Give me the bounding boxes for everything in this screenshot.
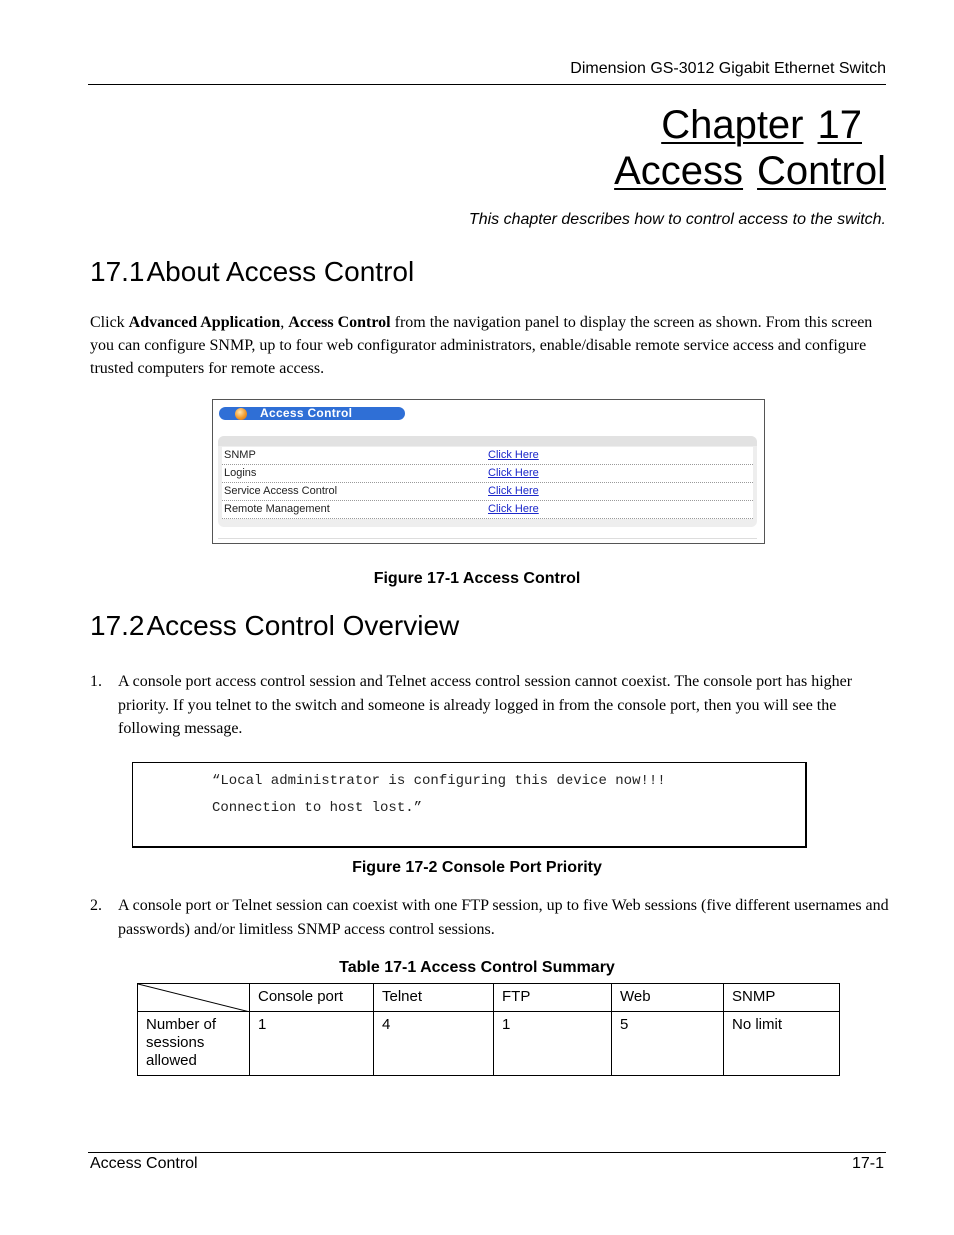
section-heading-17-2	[90, 610, 459, 642]
console-message-line-1: “Local administrator is configuring this device now!!!	[212, 773, 666, 789]
row-label: Logins	[224, 467, 257, 479]
list-item-number: 1.	[90, 673, 102, 690]
row-label: Remote Management	[224, 503, 330, 515]
panel-header	[218, 436, 757, 446]
header-ftp: FTP	[494, 984, 612, 1012]
para-text: from the navigation panel to display the screen as shown. From this screen you can configure SNMP, up to four web configurator administrators, enable/disable remote service access and configure trusted computers for remote access.	[90, 314, 873, 377]
running-header-text: Dimension GS-3012 Gigabit Ethernet Switch	[570, 60, 886, 77]
section-title: Access Control Overview	[146, 610, 460, 641]
figure-2-caption: Figure 17-2 Console Port Priority	[352, 859, 602, 876]
chapter-heading	[614, 102, 886, 194]
footer-chapter-name: Access Control	[90, 1155, 198, 1172]
table-row	[222, 501, 753, 519]
section-title: About Access Control	[146, 256, 415, 287]
cell-snmp: No limit	[724, 1012, 840, 1076]
list-item-number: 2.	[90, 897, 102, 914]
table-row	[222, 465, 753, 483]
para-bold-advanced-application: Advanced Application	[128, 314, 281, 331]
cell-ftp: 1	[494, 1012, 612, 1076]
para-text: ,	[280, 314, 289, 331]
header-web: Web	[612, 984, 724, 1012]
service-access-control-click-here-link[interactable]: Click Here	[488, 485, 539, 497]
row-label: SNMP	[224, 449, 256, 461]
figure-access-control-screen	[212, 399, 765, 544]
snmp-click-here-link[interactable]: Click Here	[488, 449, 539, 461]
logins-click-here-link[interactable]: Click Here	[488, 467, 539, 479]
section-heading-17-1	[90, 256, 414, 288]
chapter-word: Chapter	[661, 103, 804, 147]
section-number: 17.2	[90, 610, 145, 641]
chapter-intro: This chapter describes how to control access to the switch.	[468, 211, 886, 228]
console-message-box	[132, 762, 807, 848]
para-bold-access-control: Access Control	[288, 314, 391, 331]
chapter-number: 17	[817, 103, 862, 147]
chapter-title-word-2: Control	[757, 149, 886, 193]
orb-icon	[235, 408, 247, 420]
table-row	[222, 483, 753, 501]
para-text: Click	[90, 314, 129, 331]
access-control-panel	[218, 436, 757, 527]
remote-management-click-here-link[interactable]: Click Here	[488, 503, 539, 515]
panel-divider	[218, 538, 757, 539]
header-snmp: SNMP	[724, 984, 840, 1012]
access-control-summary-table	[137, 983, 840, 1076]
list-item	[90, 670, 890, 741]
cell-telnet: 4	[374, 1012, 494, 1076]
section-1-paragraph	[90, 311, 890, 380]
table-row	[222, 447, 753, 465]
console-message-line-2: Connection to host lost.”	[212, 800, 423, 816]
section-number: 17.1	[90, 256, 145, 287]
table-caption: Table 17-1 Access Control Summary	[339, 959, 615, 976]
table-row	[138, 1012, 840, 1076]
row-label: Service Access Control	[224, 485, 338, 497]
running-header	[88, 60, 886, 85]
cell-console-port: 1	[250, 1012, 374, 1076]
list-item-text: A console port or Telnet session can coexist with one FTP session, up to five Web sessions (five different usernames and passwords) and/or limitless SNMP access control sessions.	[118, 897, 889, 938]
row-label: Number of sessions allowed	[138, 1012, 250, 1076]
figure-1-caption: Figure 17-1 Access Control	[373, 570, 581, 587]
list-item	[90, 894, 890, 941]
header-telnet: Telnet	[374, 984, 494, 1012]
list-item-text: A console port access control session and Telnet access control session cannot coexist. The console port has higher priority. If you telnet to the switch and someone is already logged in from the console port, then you will see the following message.	[118, 673, 853, 737]
diagonal-corner-cell	[138, 984, 250, 1012]
footer-page-number: 17-1	[851, 1155, 884, 1172]
table-header-row	[138, 984, 840, 1012]
header-console-port: Console port	[250, 984, 374, 1012]
diagonal-line	[138, 984, 250, 1012]
screen-title: Access Control	[260, 406, 353, 420]
running-footer	[88, 1152, 886, 1177]
cell-web: 5	[612, 1012, 724, 1076]
chapter-title-word-1: Access	[614, 149, 744, 193]
screen-title-bar	[219, 407, 405, 420]
